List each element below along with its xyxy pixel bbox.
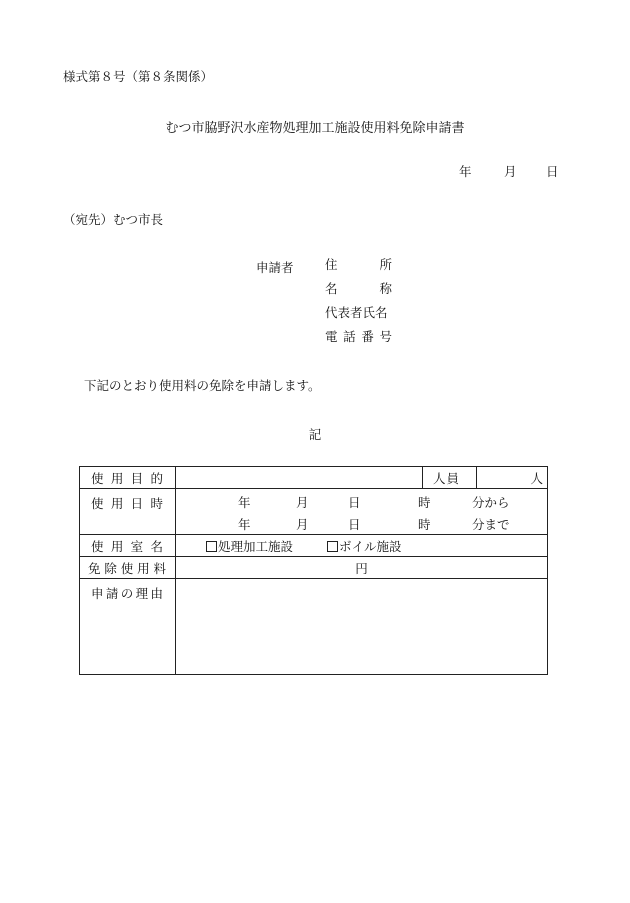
fee-row xyxy=(80,557,548,579)
purpose-label: 使用目的 xyxy=(91,470,163,486)
ki-heading: 記 xyxy=(308,427,322,442)
detail-table xyxy=(79,466,548,675)
date-day-field[interactable]: 日 xyxy=(546,164,559,179)
room-row xyxy=(80,535,548,557)
room-option-processing[interactable]: 処理加工施設 xyxy=(206,537,293,555)
checkbox-icon[interactable] xyxy=(206,541,217,552)
fee-label: 免除使用料 xyxy=(88,560,166,576)
applicant-fields xyxy=(325,258,392,354)
reason-value-cell[interactable] xyxy=(176,579,548,675)
document-title: むつ市脇野沢水産物処理加工施設使用料免除申請書 xyxy=(165,121,465,136)
applicant-address-field[interactable]: 住所 xyxy=(325,257,392,272)
datetime-from: 年 月 日 時 分から xyxy=(238,495,510,510)
checkbox-icon[interactable] xyxy=(327,541,338,552)
room-label-cell xyxy=(80,535,176,557)
datetime-value-cell[interactable] xyxy=(176,489,548,535)
applicant-phone-field[interactable]: 電話番号 xyxy=(325,329,392,344)
applicant-name-field[interactable]: 名称 xyxy=(325,281,392,296)
fee-label-cell xyxy=(80,557,176,579)
form-number: 様式第８号（第８条関係） xyxy=(63,69,214,84)
applicant-representative-field[interactable]: 代表者氏名 xyxy=(325,305,388,320)
request-statement: 下記のとおり使用料の免除を申請します。 xyxy=(84,378,321,393)
date-line xyxy=(459,162,559,180)
datetime-label: 使用日時 xyxy=(91,496,163,511)
reason-label: 申請の理由 xyxy=(91,586,163,601)
room-label: 使用室名 xyxy=(91,538,163,554)
room-options-cell xyxy=(176,535,548,557)
reason-label-cell xyxy=(80,579,176,675)
people-value-cell[interactable]: 人 xyxy=(477,467,548,489)
room-option-boil[interactable]: ボイル施設 xyxy=(327,537,402,555)
reason-row xyxy=(80,579,548,675)
date-month-field[interactable]: 月 xyxy=(504,164,517,179)
people-label-cell xyxy=(423,467,477,489)
fee-value-cell[interactable]: 円 xyxy=(176,557,548,579)
applicant-label: 申請者 xyxy=(256,260,294,275)
purpose-row xyxy=(80,467,548,489)
people-label: 人員 xyxy=(433,470,459,486)
datetime-to: 年 月 日 時 分まで xyxy=(238,517,510,532)
datetime-label-cell xyxy=(80,489,176,535)
date-year-field[interactable]: 年 xyxy=(459,164,472,179)
addressee: （宛先）むつ市長 xyxy=(63,212,164,227)
purpose-label-cell xyxy=(80,467,176,489)
purpose-value-cell[interactable] xyxy=(176,467,423,489)
datetime-row xyxy=(80,489,548,535)
